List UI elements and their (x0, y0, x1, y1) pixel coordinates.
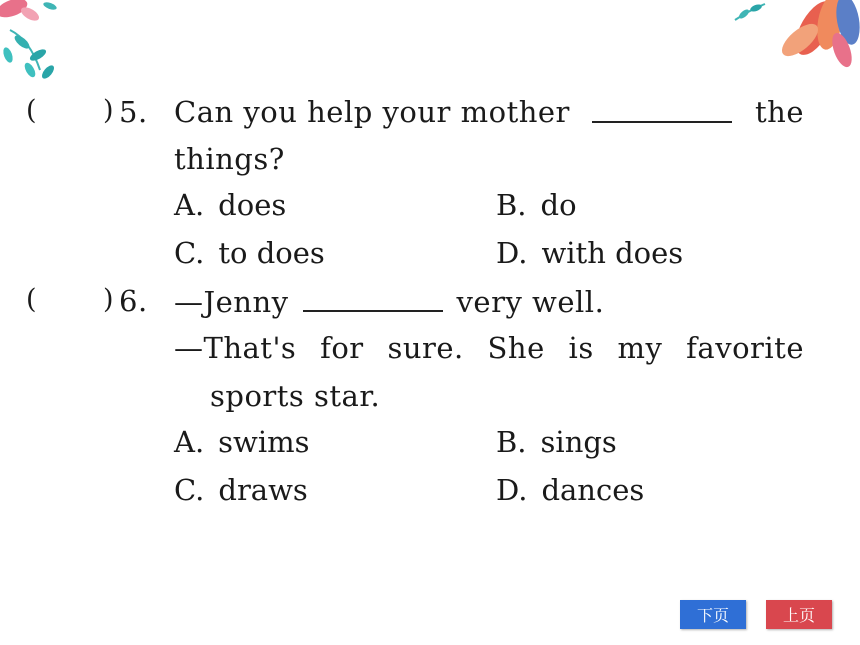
top-left-floral-decoration (0, 0, 90, 95)
q6-stem-line1 (174, 284, 604, 319)
q6-option-b: B. sings (496, 425, 617, 459)
q6-reply-line1 (174, 331, 804, 365)
q6-option-a: A. swims (174, 425, 310, 459)
q6-reply-word: favorite (686, 331, 804, 365)
q5-option-b: B. do (496, 188, 577, 222)
q5-stem-text: Can you help your mother (174, 95, 570, 129)
q6-answer-paren-close: ) (103, 284, 114, 315)
q6-reply-word: is (568, 331, 594, 365)
previous-page-button[interactable]: 上页 (766, 600, 832, 629)
q5-stem-line2: things? (174, 142, 285, 176)
q6-answer-paren-open: ( (26, 284, 37, 315)
q5-stem-line1 (174, 95, 804, 129)
q5-option-d: D. with does (496, 236, 684, 270)
q5-option-a: A. does (174, 188, 287, 222)
q5-answer-blank (592, 95, 732, 123)
q5-answer-paren-close: ) (103, 95, 114, 126)
q6-number: 6. (119, 284, 148, 318)
q5-answer-paren-open: ( (26, 95, 37, 126)
q6-answer-blank (303, 284, 443, 312)
q6-reply-word: my (617, 331, 663, 365)
q6-option-d: D. dances (496, 473, 645, 507)
q6-reply-word: She (487, 331, 545, 365)
q5-stem-text-after: the (755, 95, 804, 129)
q5-option-c: C. to does (174, 236, 325, 270)
q6-reply-word: sure. (387, 331, 464, 365)
q6-reply-line2: sports star. (210, 379, 381, 413)
q5-number: 5. (119, 95, 148, 129)
q6-option-c: C. draws (174, 473, 308, 507)
next-page-button[interactable]: 下页 (680, 600, 746, 629)
q6-stem-text: —Jenny (174, 285, 289, 319)
top-right-floral-decoration (730, 0, 860, 75)
q6-stem-text-after: very well. (456, 285, 605, 319)
q6-reply-word: for (320, 331, 364, 365)
q6-reply-word: —That's (174, 331, 297, 365)
